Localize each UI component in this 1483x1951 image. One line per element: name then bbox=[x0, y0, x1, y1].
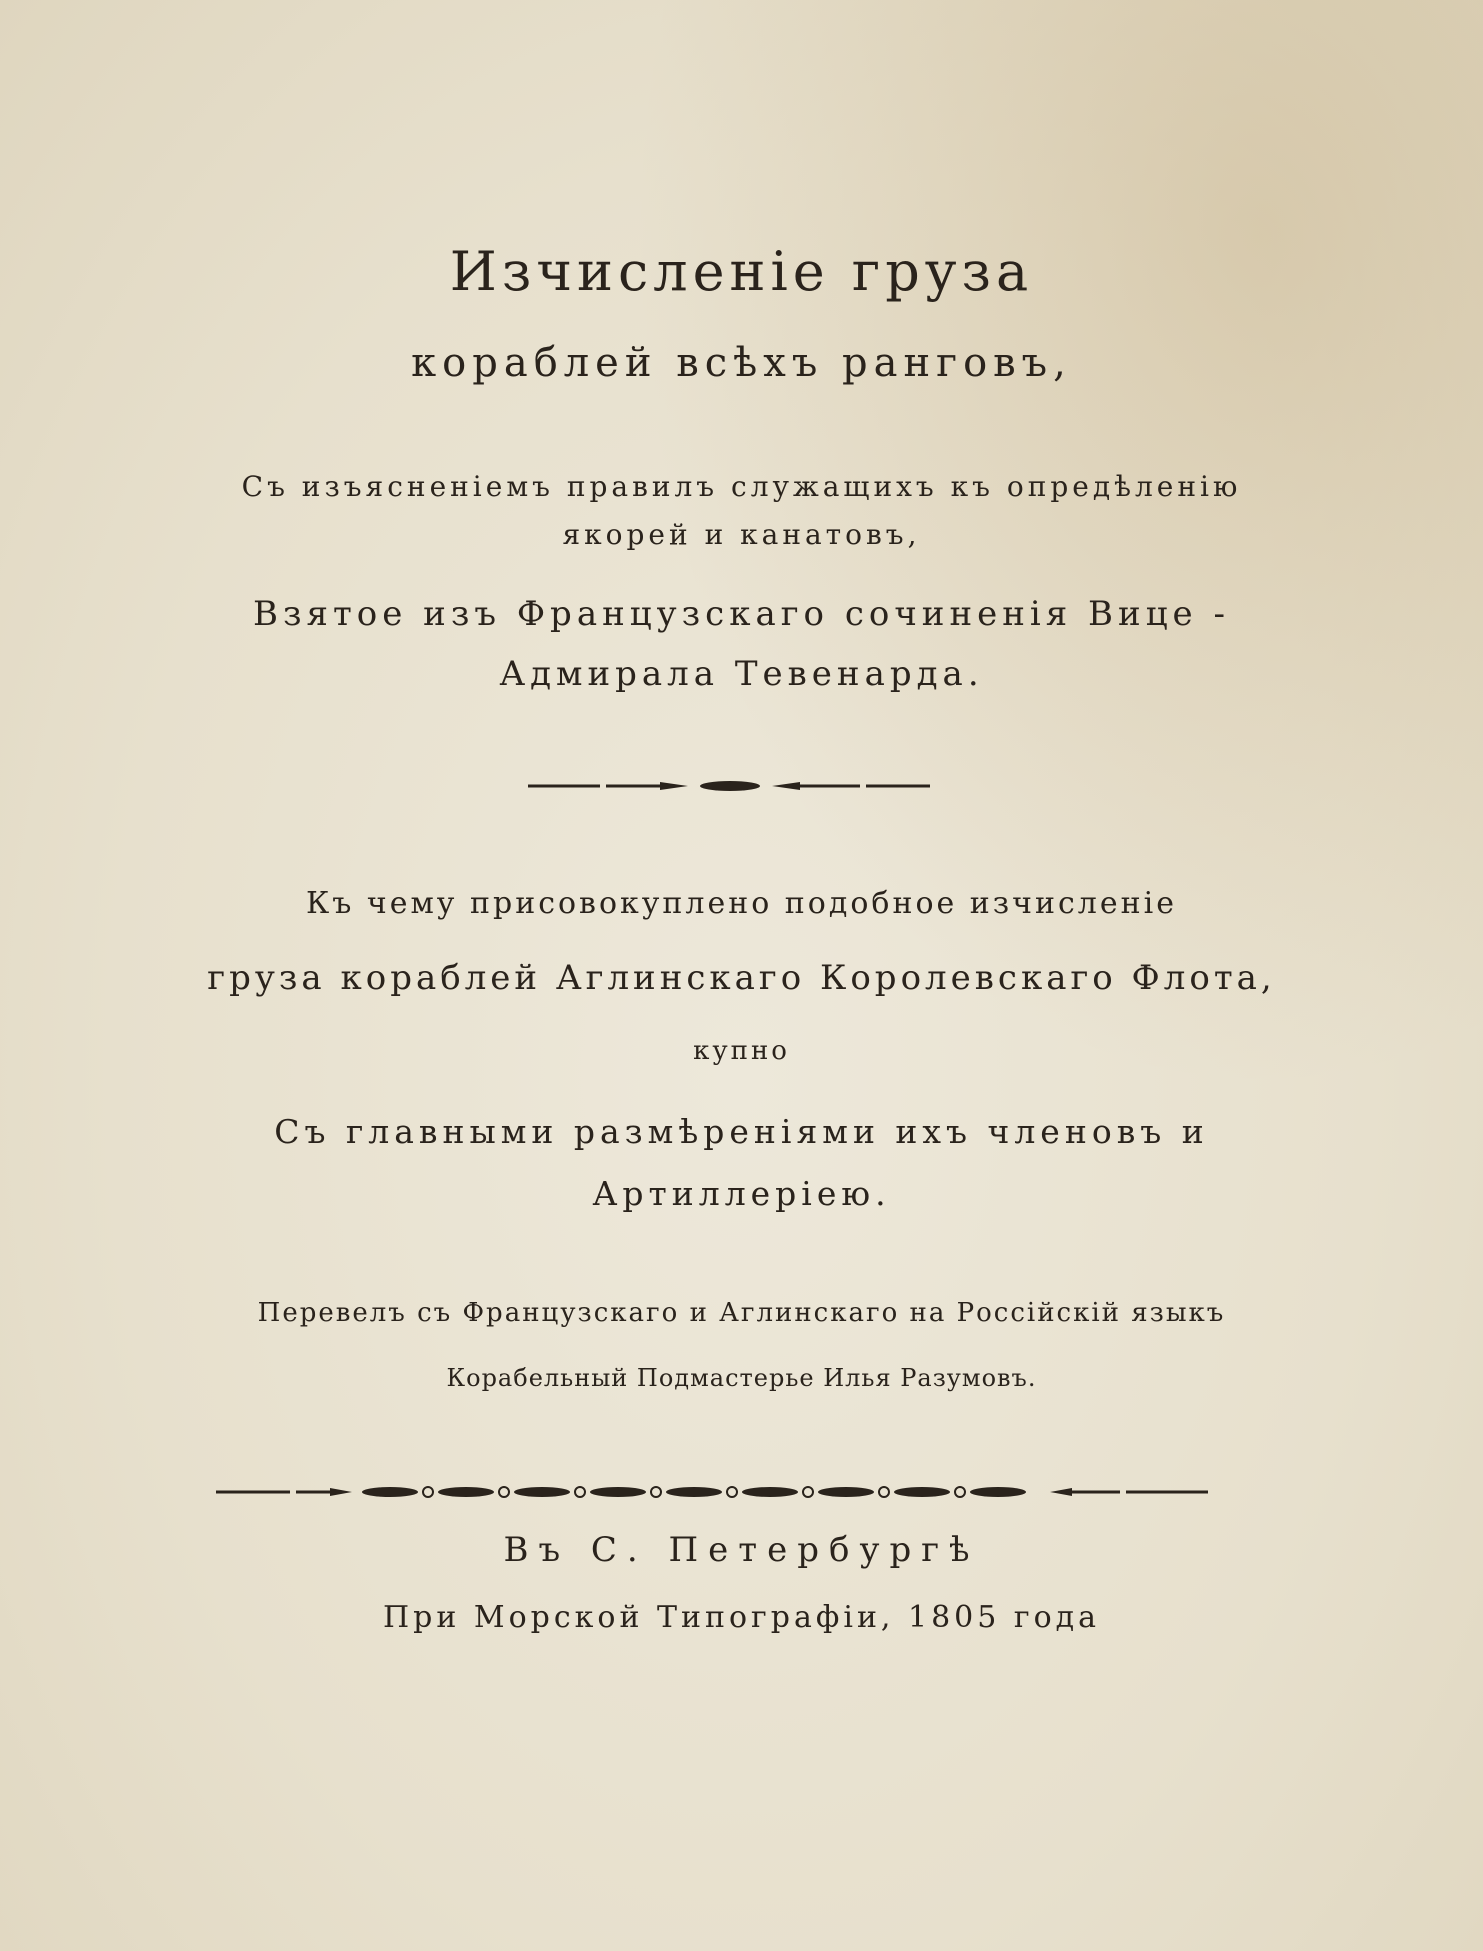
translator-line-2: Корабельный Подмастерье Илья Разумовъ. bbox=[446, 1364, 1037, 1392]
imprint-city: Въ С. Петербургѣ bbox=[503, 1530, 980, 1570]
ornamental-rule-bottom bbox=[0, 1477, 1483, 1507]
supplement-line-1: Къ чему присовокуплено подобное изчисленіе bbox=[306, 886, 1177, 921]
explanation-line-2: якорей и канатовъ, bbox=[562, 518, 921, 551]
translator-line-1: Перевелъ съ Французскаго и Аглинскаго на Россійскій языкъ bbox=[257, 1298, 1226, 1328]
imprint-press: При Морской Типографіи, 1805 года bbox=[382, 1600, 1101, 1635]
supplement-line-2: груза кораблей Аглинскаго Королевскаго Флота, bbox=[207, 958, 1276, 998]
source-line-1: Взятое изъ Французскаго сочиненія Вице - bbox=[253, 594, 1230, 634]
source-line-2: Адмирала Тевенарда. bbox=[499, 654, 984, 694]
supplement-line-4: Съ главными размѣреніями ихъ членовъ и bbox=[274, 1112, 1209, 1151]
ornamental-rule-top bbox=[0, 771, 1483, 801]
book-subtitle: кораблей всѣхъ ранговъ, bbox=[411, 340, 1072, 386]
supplement-line-5: Артиллеріею. bbox=[592, 1174, 891, 1213]
explanation-line-1: Съ изъясненіемъ правилъ служащихъ къ опредѣленію bbox=[241, 470, 1242, 503]
book-title: Изчисленіе груза bbox=[449, 240, 1034, 303]
supplement-line-3: купно bbox=[693, 1036, 790, 1066]
